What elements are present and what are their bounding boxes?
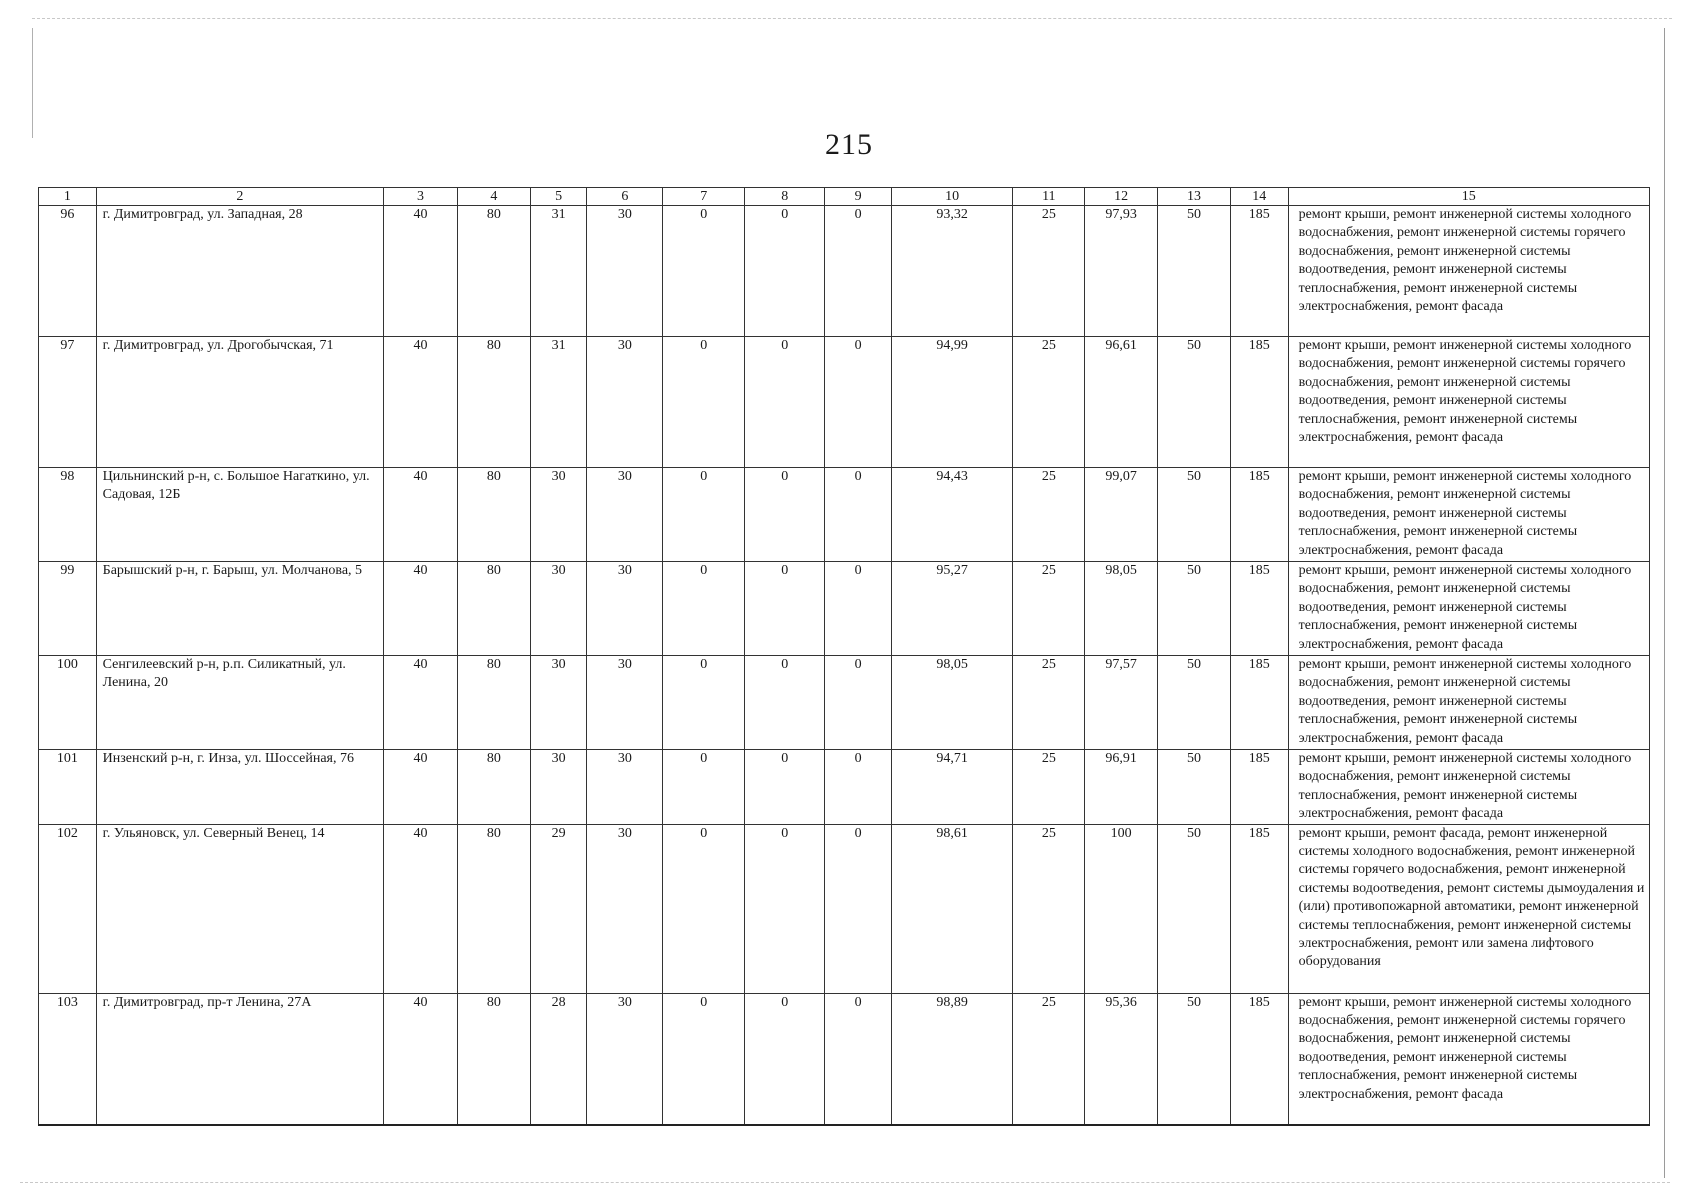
scan-edge-top (32, 18, 1672, 19)
works-description: ремонт крыши, ремонт фасада, ремонт инженерной системы холодного водоснабжения, ремонт инженерной системы горячего водоснабжения, ремонт инженерной системы водоотведения, ремонт системы дымоудаления и (или) противопожарной автоматики, ремонт инженерной системы теплоснабжения, ремонт инженерной системы электроснабжения, ремонт или замена лифтового оборудования (1288, 824, 1649, 993)
value-cell: 40 (384, 824, 458, 993)
column-number: 13 (1158, 188, 1231, 206)
works-description: ремонт крыши, ремонт инженерной системы холодного водоснабжения, ремонт инженерной системы водоотведения, ремонт инженерной системы теплоснабжения, ремонт инженерной системы электроснабжения, ремонт фасада (1288, 468, 1649, 562)
value-cell: 185 (1230, 824, 1288, 993)
address-cell: Инзенский р-н, г. Инза, ул. Шоссейная, 76 (96, 750, 383, 825)
value-cell: 30 (587, 562, 663, 656)
table-row (39, 750, 1650, 825)
value-cell: 0 (825, 206, 892, 337)
value-cell: 0 (825, 656, 892, 750)
value-cell: 93,32 (891, 206, 1012, 337)
address-cell: Барышский р-н, г. Барыш, ул. Молчанова, 5 (96, 562, 383, 656)
row-number: 98 (39, 468, 97, 562)
value-cell: 0 (745, 824, 825, 993)
column-number: 10 (891, 188, 1012, 206)
value-cell: 100 (1085, 824, 1158, 993)
value-cell: 50 (1158, 562, 1231, 656)
value-cell: 30 (530, 656, 587, 750)
value-cell: 40 (384, 206, 458, 337)
value-cell: 0 (825, 824, 892, 993)
scan-edge-left (32, 28, 33, 138)
works-description: ремонт крыши, ремонт инженерной системы холодного водоснабжения, ремонт инженерной системы горячего водоснабжения, ремонт инженерной системы водоотведения, ремонт инженерной системы теплоснабжения, ремонт инженерной системы электроснабжения, ремонт фасада (1288, 206, 1649, 337)
value-cell: 185 (1230, 750, 1288, 825)
column-number-row (39, 188, 1650, 206)
column-number: 12 (1085, 188, 1158, 206)
value-cell: 0 (825, 750, 892, 825)
value-cell: 29 (530, 824, 587, 993)
value-cell: 30 (587, 468, 663, 562)
value-cell: 25 (1013, 468, 1085, 562)
value-cell: 0 (663, 993, 745, 1125)
table-row (39, 562, 1650, 656)
value-cell: 185 (1230, 656, 1288, 750)
scan-edge-bottom (20, 1182, 1670, 1183)
value-cell: 30 (587, 750, 663, 825)
value-cell: 80 (457, 656, 530, 750)
value-cell: 0 (663, 468, 745, 562)
value-cell: 98,05 (891, 656, 1012, 750)
column-number: 2 (96, 188, 383, 206)
value-cell: 80 (457, 562, 530, 656)
column-number: 4 (457, 188, 530, 206)
value-cell: 50 (1158, 337, 1231, 468)
value-cell: 25 (1013, 656, 1085, 750)
value-cell: 40 (384, 468, 458, 562)
table-row (39, 206, 1650, 337)
table-row (39, 656, 1650, 750)
value-cell: 0 (745, 468, 825, 562)
repair-schedule-table (38, 187, 1650, 1126)
value-cell: 80 (457, 337, 530, 468)
value-cell: 185 (1230, 562, 1288, 656)
value-cell: 185 (1230, 206, 1288, 337)
value-cell: 80 (457, 468, 530, 562)
value-cell: 40 (384, 562, 458, 656)
value-cell: 25 (1013, 993, 1085, 1125)
row-number: 96 (39, 206, 97, 337)
value-cell: 0 (825, 562, 892, 656)
table-body (39, 188, 1650, 1125)
value-cell: 30 (530, 562, 587, 656)
row-number: 103 (39, 993, 97, 1125)
value-cell: 0 (745, 337, 825, 468)
value-cell: 50 (1158, 824, 1231, 993)
value-cell: 31 (530, 337, 587, 468)
value-cell: 80 (457, 993, 530, 1125)
value-cell: 30 (587, 337, 663, 468)
value-cell: 40 (384, 750, 458, 825)
value-cell: 96,91 (1085, 750, 1158, 825)
value-cell: 0 (745, 993, 825, 1125)
row-number: 101 (39, 750, 97, 825)
value-cell: 95,27 (891, 562, 1012, 656)
value-cell: 95,36 (1085, 993, 1158, 1125)
address-cell: Цильнинский р-н, с. Большое Нагаткино, ул. Садовая, 12Б (96, 468, 383, 562)
value-cell: 94,43 (891, 468, 1012, 562)
value-cell: 0 (663, 750, 745, 825)
value-cell: 185 (1230, 468, 1288, 562)
value-cell: 0 (663, 206, 745, 337)
value-cell: 25 (1013, 337, 1085, 468)
value-cell: 40 (384, 656, 458, 750)
scan-edge-right (1664, 28, 1665, 1178)
page-number: 215 (825, 128, 873, 161)
value-cell: 25 (1013, 206, 1085, 337)
value-cell: 80 (457, 206, 530, 337)
value-cell: 94,99 (891, 337, 1012, 468)
value-cell: 30 (587, 993, 663, 1125)
value-cell: 30 (530, 468, 587, 562)
value-cell: 25 (1013, 562, 1085, 656)
value-cell: 28 (530, 993, 587, 1125)
value-cell: 99,07 (1085, 468, 1158, 562)
value-cell: 0 (825, 993, 892, 1125)
column-number: 5 (530, 188, 587, 206)
column-number: 1 (39, 188, 97, 206)
value-cell: 0 (745, 750, 825, 825)
address-cell: г. Ульяновск, ул. Северный Венец, 14 (96, 824, 383, 993)
value-cell: 30 (530, 750, 587, 825)
value-cell: 30 (587, 824, 663, 993)
value-cell: 0 (745, 656, 825, 750)
value-cell: 50 (1158, 993, 1231, 1125)
value-cell: 30 (587, 206, 663, 337)
value-cell: 98,05 (1085, 562, 1158, 656)
value-cell: 185 (1230, 337, 1288, 468)
value-cell: 30 (587, 656, 663, 750)
value-cell: 0 (825, 468, 892, 562)
address-cell: Сенгилеевский р-н, р.п. Силикатный, ул. Ленина, 20 (96, 656, 383, 750)
works-description: ремонт крыши, ремонт инженерной системы холодного водоснабжения, ремонт инженерной системы теплоснабжения, ремонт инженерной системы электроснабжения, ремонт фасада (1288, 750, 1649, 825)
value-cell: 40 (384, 993, 458, 1125)
column-number: 8 (745, 188, 825, 206)
value-cell: 96,61 (1085, 337, 1158, 468)
value-cell: 50 (1158, 468, 1231, 562)
value-cell: 185 (1230, 993, 1288, 1125)
works-description: ремонт крыши, ремонт инженерной системы холодного водоснабжения, ремонт инженерной системы водоотведения, ремонт инженерной системы теплоснабжения, ремонт инженерной системы электроснабжения, ремонт фасада (1288, 562, 1649, 656)
table-row (39, 468, 1650, 562)
column-number: 7 (663, 188, 745, 206)
address-cell: г. Димитровград, ул. Западная, 28 (96, 206, 383, 337)
column-number: 11 (1013, 188, 1085, 206)
value-cell: 31 (530, 206, 587, 337)
table-row (39, 824, 1650, 993)
value-cell: 80 (457, 824, 530, 993)
value-cell: 0 (663, 656, 745, 750)
row-number: 97 (39, 337, 97, 468)
works-description: ремонт крыши, ремонт инженерной системы холодного водоснабжения, ремонт инженерной системы горячего водоснабжения, ремонт инженерной системы водоотведения, ремонт инженерной системы теплоснабжения, ремонт инженерной системы электроснабжения, ремонт фасада (1288, 337, 1649, 468)
value-cell: 94,71 (891, 750, 1012, 825)
column-number: 9 (825, 188, 892, 206)
works-description: ремонт крыши, ремонт инженерной системы холодного водоснабжения, ремонт инженерной системы водоотведения, ремонт инженерной системы теплоснабжения, ремонт инженерной системы электроснабжения, ремонт фасада (1288, 656, 1649, 750)
table-row (39, 993, 1650, 1125)
table-row (39, 337, 1650, 468)
column-number: 6 (587, 188, 663, 206)
column-number: 14 (1230, 188, 1288, 206)
address-cell: г. Димитровград, пр-т Ленина, 27А (96, 993, 383, 1125)
value-cell: 25 (1013, 824, 1085, 993)
value-cell: 50 (1158, 206, 1231, 337)
value-cell: 97,93 (1085, 206, 1158, 337)
value-cell: 0 (825, 337, 892, 468)
value-cell: 50 (1158, 656, 1231, 750)
value-cell: 0 (745, 562, 825, 656)
address-cell: г. Димитровград, ул. Дрогобычская, 71 (96, 337, 383, 468)
value-cell: 0 (745, 206, 825, 337)
works-description: ремонт крыши, ремонт инженерной системы холодного водоснабжения, ремонт инженерной системы горячего водоснабжения, ремонт инженерной системы водоотведения, ремонт инженерной системы теплоснабжения, ремонт инженерной системы электроснабжения, ремонт фасада (1288, 993, 1649, 1125)
column-number: 15 (1288, 188, 1649, 206)
column-number: 3 (384, 188, 458, 206)
value-cell: 80 (457, 750, 530, 825)
value-cell: 25 (1013, 750, 1085, 825)
value-cell: 98,89 (891, 993, 1012, 1125)
value-cell: 50 (1158, 750, 1231, 825)
value-cell: 0 (663, 337, 745, 468)
row-number: 102 (39, 824, 97, 993)
value-cell: 40 (384, 337, 458, 468)
value-cell: 98,61 (891, 824, 1012, 993)
value-cell: 0 (663, 824, 745, 993)
row-number: 100 (39, 656, 97, 750)
value-cell: 0 (663, 562, 745, 656)
row-number: 99 (39, 562, 97, 656)
value-cell: 97,57 (1085, 656, 1158, 750)
